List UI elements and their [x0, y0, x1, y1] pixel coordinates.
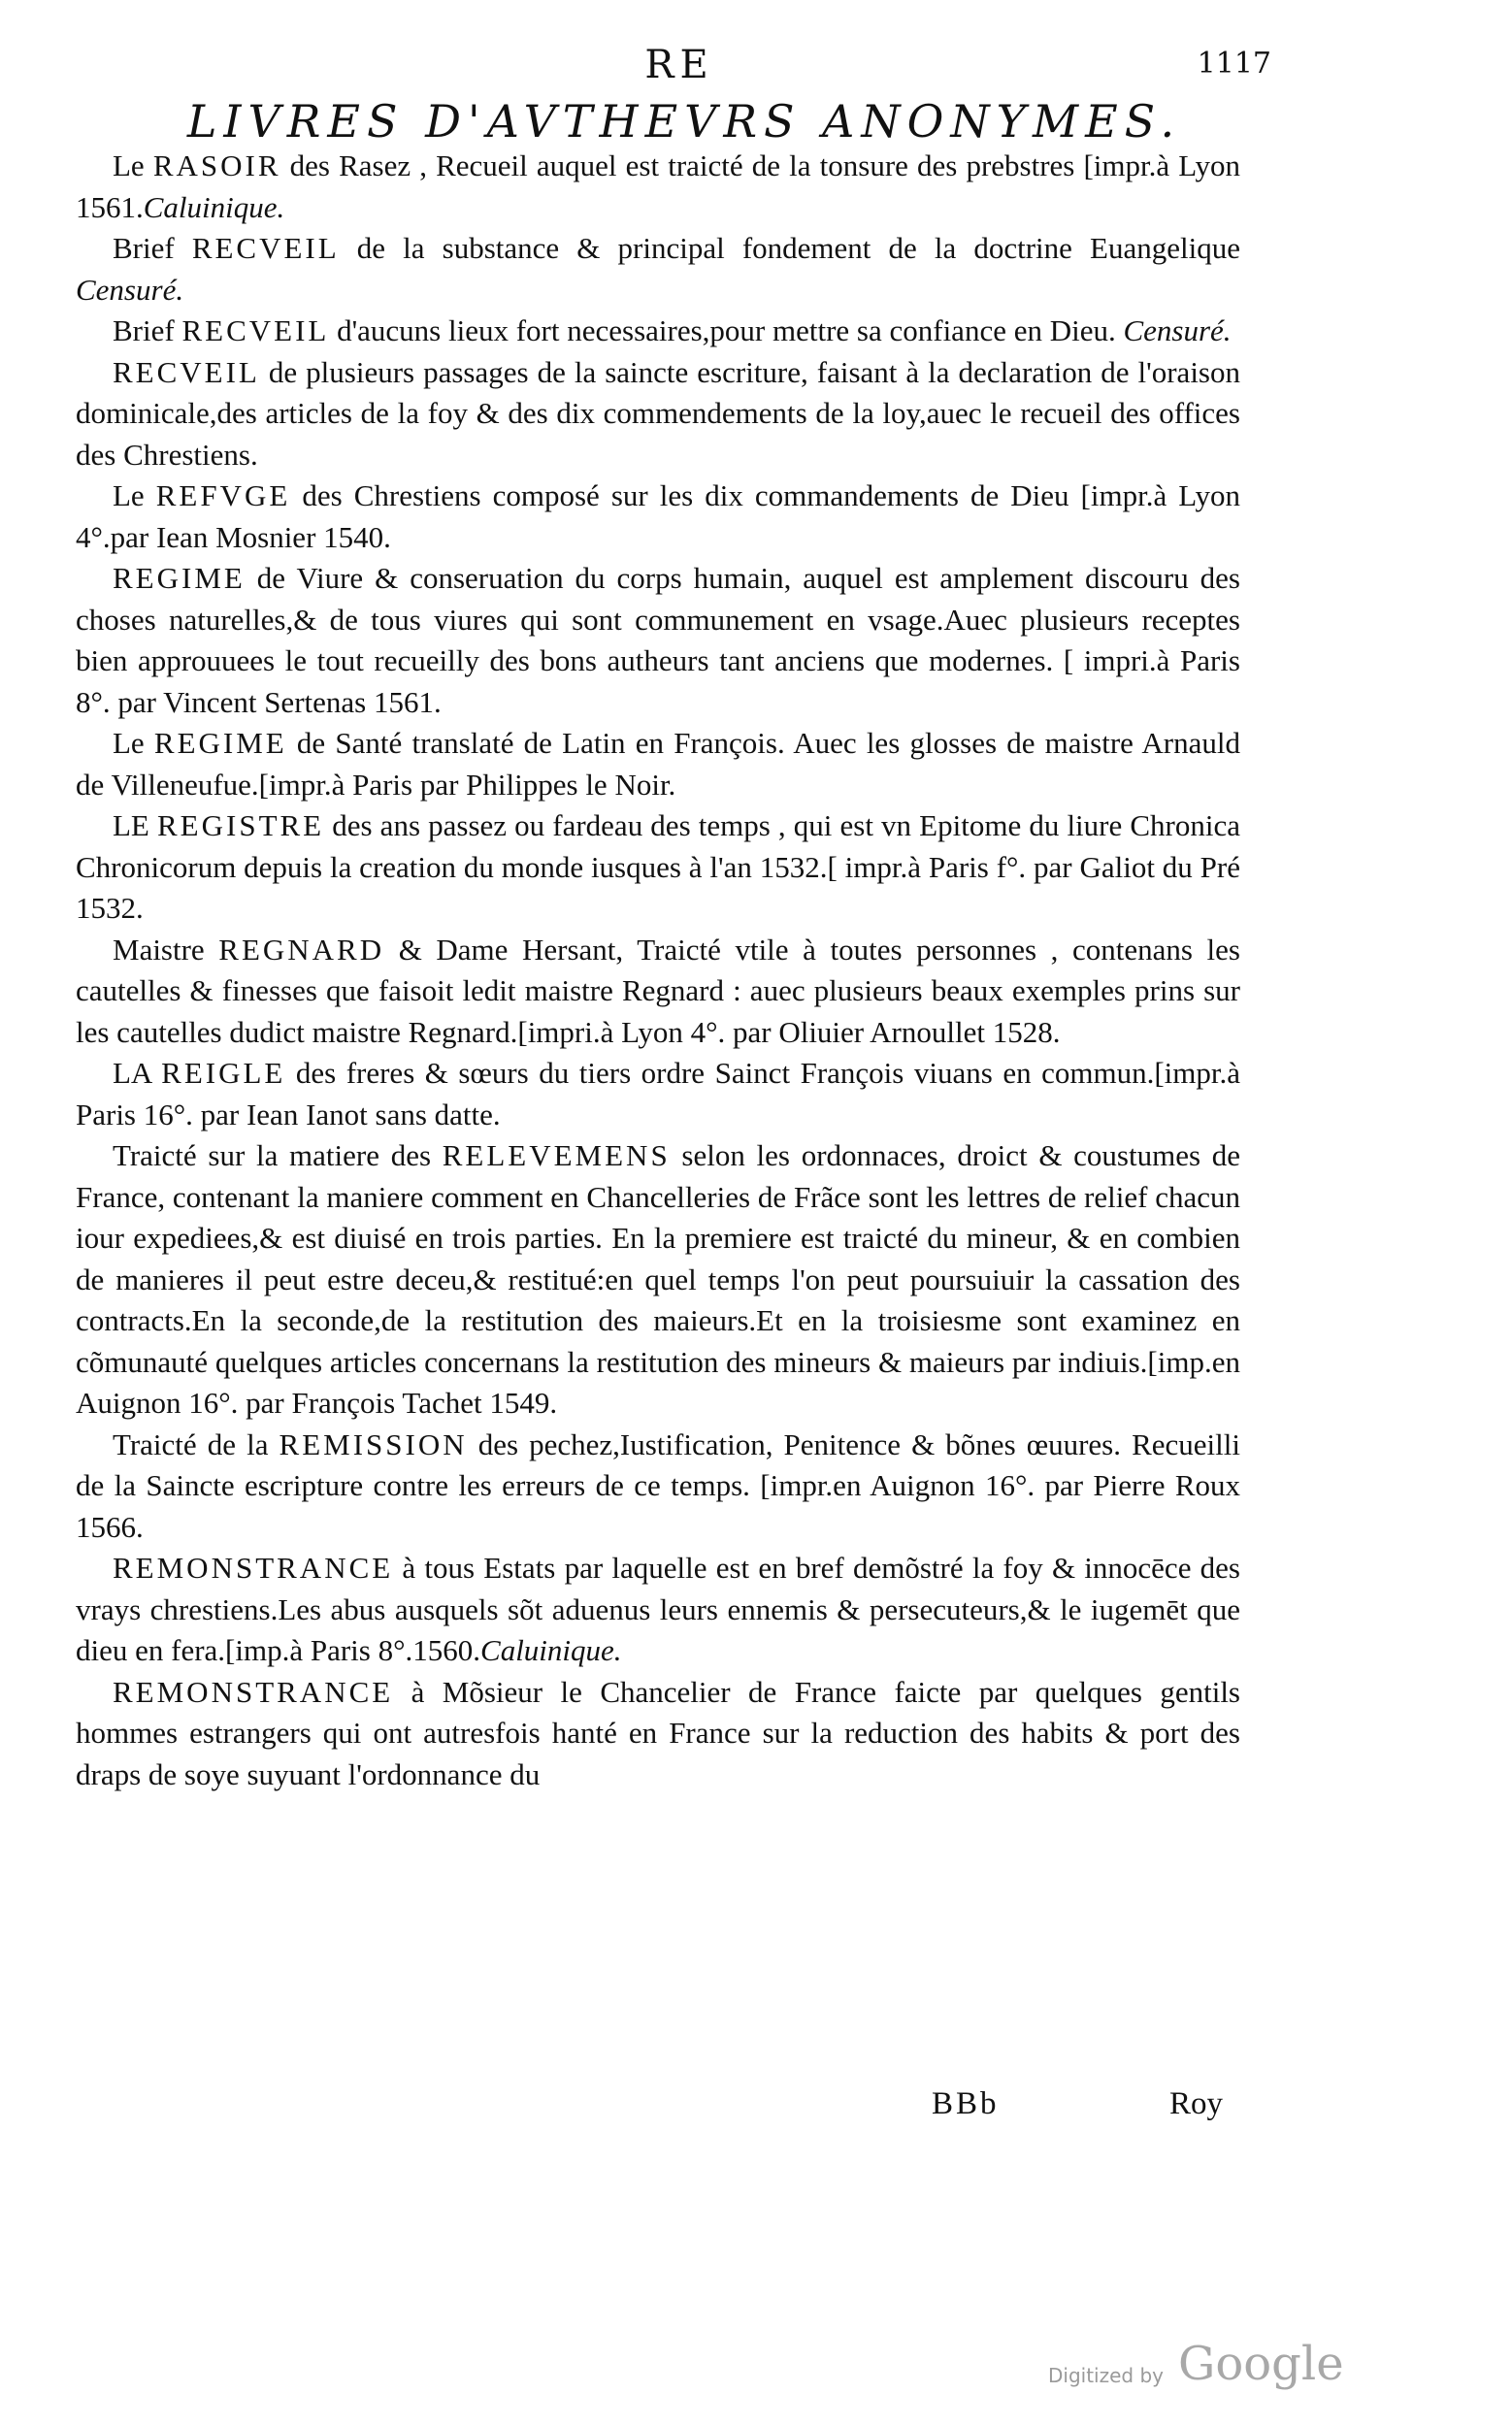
entry-keyword: REMONSTRANCE — [113, 1551, 394, 1585]
entry-remonstrance-estats: REMONSTRANCE à tous Estats par laquelle est en bref demõstré la foy & innocēce des vrays chrestiens.Les abus ausquels sõt aduenus leurs ennemis & persecuteurs,& le iugemēt que dieu en fera.[imp.à Paris 8°.1560.Caluinique. — [76, 1551, 1240, 1667]
entry-reigle: LA REIGLE des freres & sœurs du tiers ordre Sainct François viuans en commun.[impr.à Paris 16°. par Iean Ianot sans datte. — [76, 1056, 1240, 1131]
entry-keyword: RECVEIL — [181, 313, 330, 347]
entry-recveil-substance: Brief RECVEIL de la substance & principal fondement de la doctrine Euangelique Censuré. — [76, 231, 1240, 307]
entry-keyword: REMONSTRANCE — [113, 1674, 394, 1709]
digitized-by-label: Digitized by — [1048, 2364, 1164, 2387]
entry-keyword: REIGLE — [161, 1056, 286, 1090]
entry-remonstrance-chancelier: REMONSTRANCE à Mõsieur le Chancelier de France faicte par quelques gentils hommes estrangers qui ont autresfois hanté en France sur la reduction des habits & port des draps de soye suyuant l'ordonnance du — [76, 1674, 1240, 1791]
page-number: 1117 — [1197, 47, 1271, 81]
entry-note: Caluinique. — [480, 1633, 622, 1667]
entry-note: Censuré. — [76, 272, 184, 307]
page-footer — [932, 2086, 1223, 2133]
section-title: LIVRES D'AVTHEVRS ANONYMES. — [186, 95, 1182, 148]
entry-keyword: RELEVEMENS — [442, 1138, 671, 1172]
signature-mark: BBb — [932, 2086, 1000, 2121]
entry-remission: Traicté de la REMISSION des pechez,Iustification, Penitence & bõnes œuures. Recueilli de la Saincte escripture contre les erreurs de ce temps. [impr.en Auignon 16°. par Pierre Roux 1566. — [76, 1426, 1240, 1544]
entry-list — [76, 146, 1240, 1795]
running-head-letters: RE — [644, 43, 714, 87]
entry-keyword: REGIME — [153, 726, 287, 760]
entry-registre: LE REGISTRE des ans passez ou fardeau des temps , qui est vn Epitome du liure Chronica Chronicorum depuis la creation du monde iusques à l'an 1532.[ impr.à Paris f°. par Galiot du Pré 1532. — [76, 808, 1241, 925]
entry-relevemens: Traicté sur la matiere des RELEVEMENS selon les ordonnaces, droict & coustumes de France, contenant la maniere comment en Chancelleries de Frãce sont les lettres de relief chacun iour expediees,& est diuisé en trois parties. En la premiere est traicté du mineur, & en combien de manieres il peut estre deceu,& restitué:en quel temps l'on peut poursuiuir la cassation des contracts.En la seconde,de la restitution des maieurs.Et en la troisiesme sont examinez en cõmunauté quelques articles concernans la restitution des mineurs & maieurs par indiuis.[imp.en Auignon 16°. par François Tachet 1549. — [76, 1138, 1240, 1420]
entry-recveil-lieux: Brief RECVEIL d'aucuns lieux fort necessaires,pour mettre sa confiance en Dieu. Censuré. — [113, 313, 1232, 347]
entry-keyword: RECVEIL — [113, 354, 260, 389]
digitization-watermark — [1048, 2337, 1397, 2395]
entry-refvge: Le REFVGE des Chrestiens composé sur les dix commandements de Dieu [impr.à Lyon 4°.par Iean Mosnier 1540. — [76, 478, 1240, 554]
entry-keyword: REGNARD — [218, 932, 385, 967]
entry-keyword: REGIME — [113, 561, 246, 595]
running-head — [107, 43, 1271, 91]
entry-regime-sante: Le REGIME de Santé translaté de Latin en François. Auec les glosses de maistre Arnauld de Villeneufue.[impr.à Paris par Philippes le Noir. — [76, 726, 1241, 802]
catchword: Roy — [1168, 2086, 1223, 2121]
entry-rasoir: Le RASOIR des Rasez , Recueil auquel est traicté de la tonsure des prebstres [impr.à Lyon 1561.Caluinique. — [76, 148, 1241, 224]
entry-note: Censuré. — [1123, 313, 1232, 347]
entry-recveil-passages: RECVEIL de plusieurs passages de la saincte escriture, faisant à la declaration de l'oraison dominicale,des articles de la foy & des dix commendements de la loy,auec le recueil des offices des Chrestiens. — [76, 354, 1240, 472]
entry-keyword: RASOIR — [152, 148, 281, 182]
entry-keyword: REFVGE — [155, 478, 291, 512]
entry-regime-viure: REGIME de Viure & conseruation du corps humain, auquel est amplement discouru des choses naturelles,& de tous viures qui sont communement en vsage.Auec plusieurs receptes bien approuuees le tout recueilly des bons autheurs tant anciens que modernes. [ impri.à Paris 8°. par Vincent Sertenas 1561. — [76, 561, 1240, 719]
entry-keyword: RECVEIL — [191, 231, 340, 265]
entry-note: Caluinique. — [143, 189, 285, 224]
entry-regnard: Maistre REGNARD & Dame Hersant, Traicté vtile à toutes personnes , contenans les cautelles & finesses que faisoit ledit maistre Regnard : auec plusieurs beaux exemples prins sur les cautelles dudict maistre Regnard.[impri.à Lyon 4°. par Oliuier Arnoullet 1528. — [76, 932, 1240, 1049]
google-logo: Google — [1178, 2337, 1344, 2391]
entry-keyword: REMISSION — [279, 1426, 468, 1461]
entry-keyword: REGISTRE — [157, 808, 325, 842]
